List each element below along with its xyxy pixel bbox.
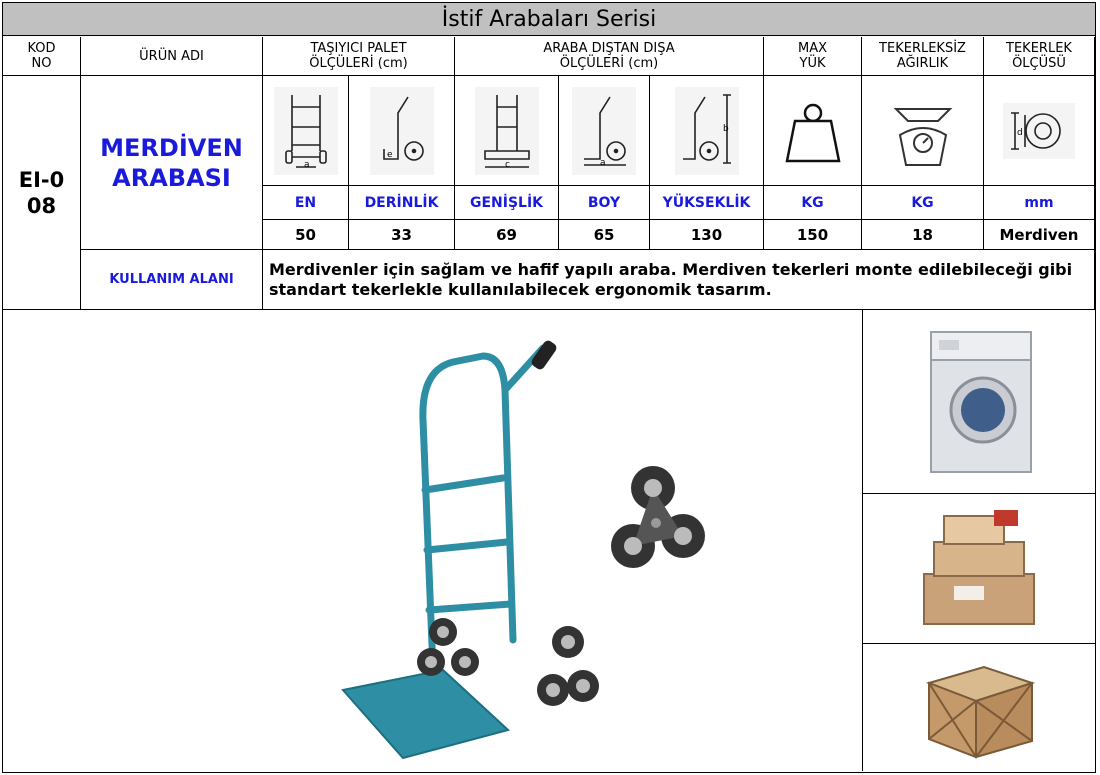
unit-derinlik: DERİNLİK [349, 186, 455, 220]
value-agirlik: 18 [862, 220, 984, 250]
svg-text:a: a [600, 157, 606, 168]
usage-text: Merdivenler için sağlam ve hafif yapılı araba. Merdiven tekerleri monte edilebileceği gibi standart tekerlekle kullanılabilecek ergonomik tasarım. [269, 259, 1073, 299]
svg-text:b: b [722, 123, 729, 134]
value-en: 50 [263, 220, 349, 250]
stair-trolley-image [3, 310, 863, 771]
product-name-line1: MERDİVEN [100, 133, 243, 162]
wooden-crate-icon [914, 653, 1044, 763]
trolley-side-depth-icon [370, 87, 434, 175]
cardboard-boxes-icon [904, 504, 1054, 634]
icon-cell-boy [559, 76, 650, 186]
svg-text:c: c [504, 159, 510, 170]
svg-text:e: e [386, 149, 393, 160]
side-image-boxes [863, 494, 1095, 644]
product-code-cell [3, 76, 81, 310]
main-image-area [3, 310, 863, 771]
header-palet: TAŞIYICI PALET ÖLÇÜLERİ (cm) [263, 37, 455, 76]
svg-text:a: a [303, 159, 310, 170]
unit-yukseklik: YÜKSEKLİK [650, 186, 764, 220]
value-teker: Merdiven [984, 220, 1095, 250]
unit-boy: BOY [559, 186, 650, 220]
value-derinlik: 33 [349, 220, 455, 250]
header-kod-no: KOD NO [3, 37, 81, 76]
wheel-size-icon [1003, 103, 1075, 159]
unit-genislik: GENİŞLİK [455, 186, 559, 220]
icon-cell-agirlik [862, 76, 984, 186]
scale-icon [888, 91, 958, 171]
side-image-washing-machine [863, 310, 1095, 494]
product-name-cell [81, 76, 263, 250]
trolley-front-width-icon [274, 87, 338, 175]
icon-cell-max-yuk [764, 76, 862, 186]
header-urun-adi: ÜRÜN ADI [81, 37, 263, 76]
icon-cell-en [263, 76, 349, 186]
value-boy: 65 [559, 220, 650, 250]
weight-icon [781, 91, 845, 171]
unit-en: EN [263, 186, 349, 220]
product-code: EI-008 [18, 167, 65, 218]
trolley-side-height-icon [675, 87, 739, 175]
side-image-crate [863, 644, 1095, 771]
usage-text-cell [263, 250, 1095, 310]
unit-agirlik: KG [862, 186, 984, 220]
icon-cell-genislik [455, 76, 559, 186]
header-max-yuk: MAX YÜK [764, 37, 862, 76]
icon-cell-derinlik [349, 76, 455, 186]
usage-label: KULLANIM ALANI [81, 250, 263, 310]
svg-text:d: d [1017, 127, 1023, 138]
icon-cell-teker [984, 76, 1095, 186]
trolley-front-width-c-icon [475, 87, 539, 175]
unit-max-yuk: KG [764, 186, 862, 220]
page-title: İstif Arabaları Serisi [441, 6, 657, 32]
icon-cell-yukseklik [650, 76, 764, 186]
washing-machine-icon [909, 322, 1049, 482]
value-max-yuk: 150 [764, 220, 862, 250]
header-agirlik: TEKERLEKSİZ AĞIRLIK [862, 37, 984, 76]
value-yukseklik: 130 [650, 220, 764, 250]
trolley-side-length-icon [572, 87, 636, 175]
header-araba: ARABA DIŞTAN DIŞA ÖLÇÜLERİ (cm) [455, 37, 764, 76]
header-teker: TEKERLEK ÖLÇÜSÜ [984, 37, 1095, 76]
value-genislik: 69 [455, 220, 559, 250]
product-name-line2: ARABASI [112, 163, 231, 192]
unit-teker: mm [984, 186, 1095, 220]
title-bar [3, 3, 1095, 36]
